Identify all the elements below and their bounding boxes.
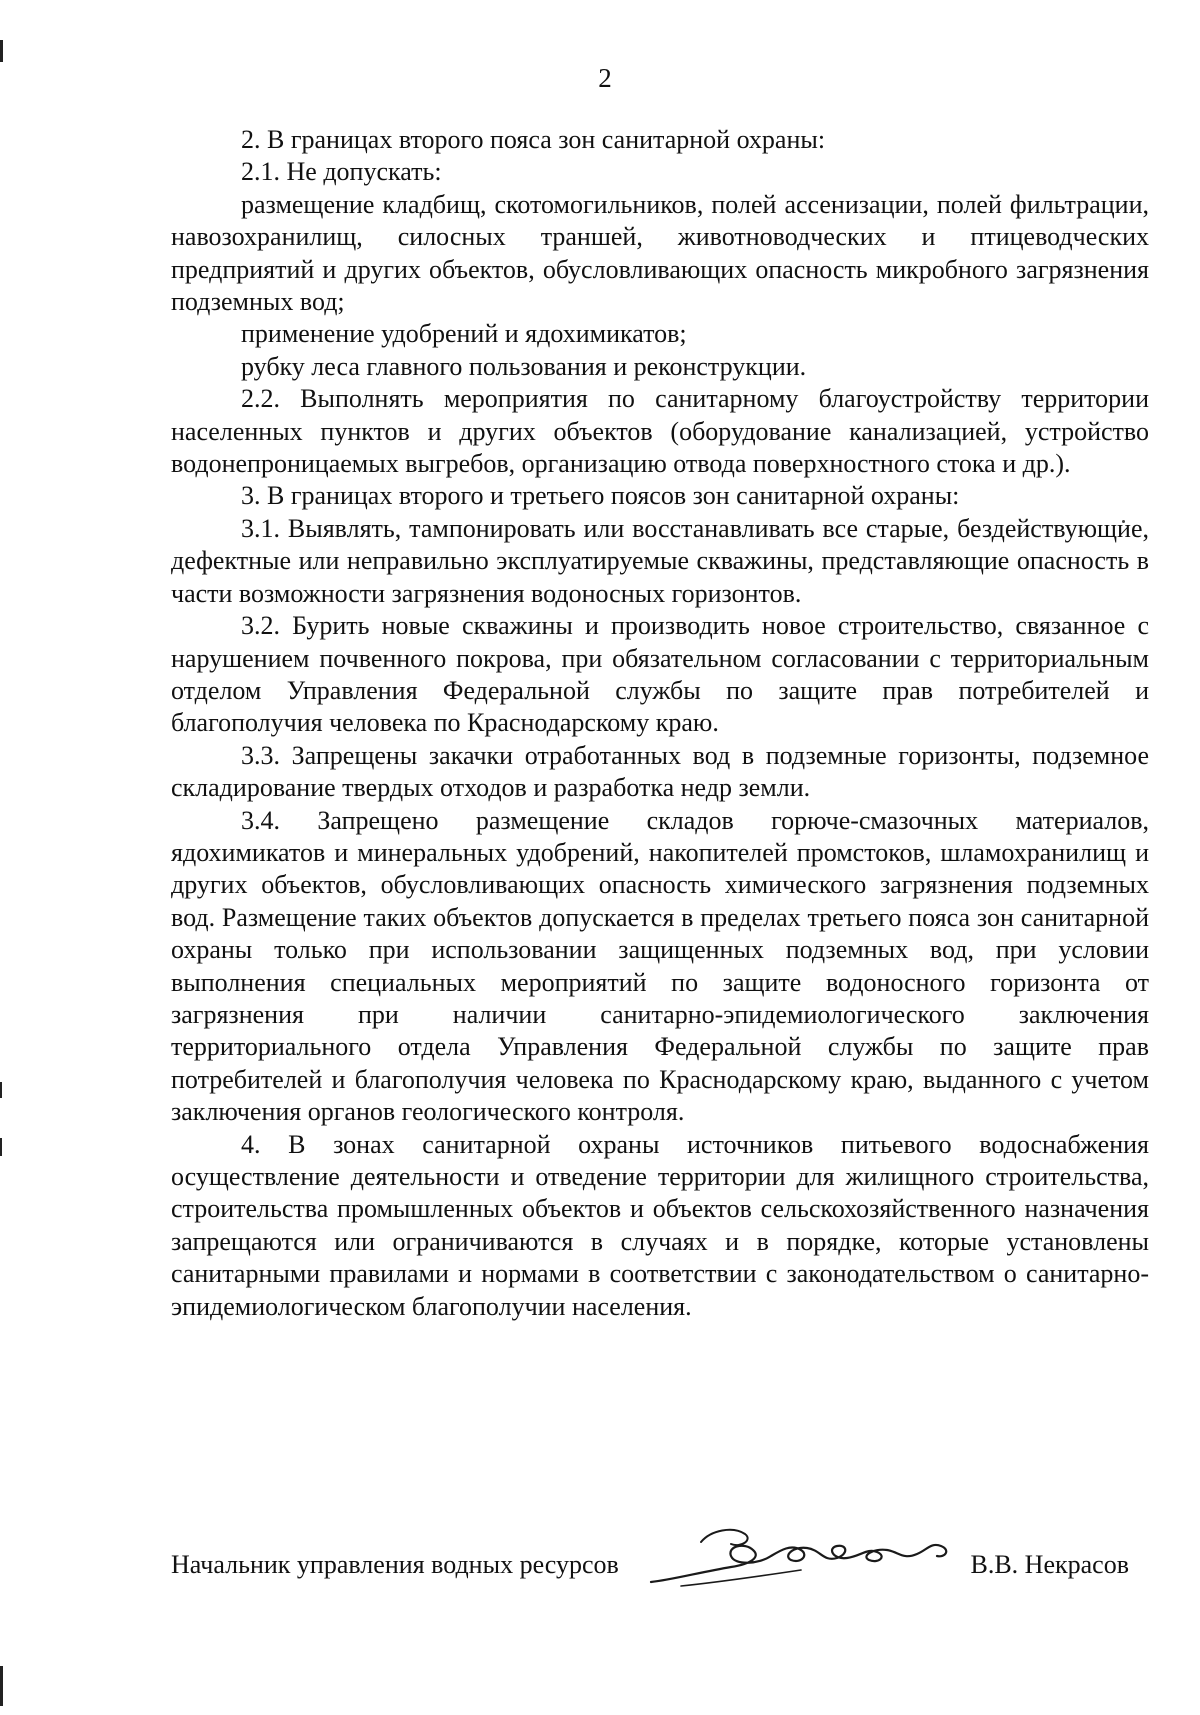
signatory-title: Начальник управления водных ресурсов: [171, 1550, 619, 1579]
paragraph-2-1-item-1: размещение кладбищ, скотомогильников, полей ассенизации, полей фильтрации, навозохранилищ, силосных траншей, животноводческих и птицеводческих предприятий и других объектов, обусловливающих опасность микробного загрязнения подземных вод;: [171, 189, 1149, 317]
paragraph-2-1-item-2: применение удобрений и ядохимикатов;: [241, 319, 687, 349]
paragraph-2-1-item-3: рубку леса главного пользования и реконструкции.: [241, 351, 807, 381]
paragraph-3-4: 3.4. Запрещено размещение складов горюче-смазочных материалов, ядохимикатов и минеральных удобрений, накопителей промстоков, шламохранилищ и других объектов, обусловливающих опасность химического загрязнения подземных вод. Размещение таких объектов допускается в пределах третьего пояса зон санитарной охраны только при использовании защищенных подземных вод, при условии выполнения специальных мероприятий по защите водоносного горизонта от загрязнения при наличии санитарно-эпидемиологического заключения территориального отдела Управления Федеральной службы по защите прав потребителей и благополучия человека по Краснодарскому краю, выданного с учетом заключения органов геологического контроля.: [171, 805, 1149, 1127]
signatory-name: В.В. Некрасов: [970, 1550, 1129, 1579]
scan-margin-mark: [0, 1138, 2, 1156]
paragraph-section-2: 2. В границах второго пояса зон санитарной охраны:: [241, 125, 826, 154]
scan-margin-mark: [0, 1082, 2, 1098]
paragraph-3-3: 3.3. Запрещены закачки отработанных вод в подземные горизонты, подземное складирование твердых отходов и разработка недр земли.: [171, 740, 1149, 803]
paragraph-section-3: 3. В границах второго и третьего поясов зон санитарной охраны:: [241, 481, 960, 511]
page-number: 2: [598, 63, 612, 93]
paragraph-section-4: 4. В зонах санитарной охраны источников питьевого водоснабжения осуществление деятельности и отведение территории для жилищного строительства, строительства промышленных объектов и объектов сельскохозяйственного назначения запрещаются или ограничиваются в случаях и в порядке, которые установлены санитарными правилами и нормами в соответствии с законодательством о санитарно-эпидемиологическом благополучии населения.: [171, 1129, 1149, 1321]
scan-margin-mark: [0, 40, 3, 62]
paragraph-3-2: 3.2. Бурить новые скважины и производить новое строительство, связанное с нарушением почвенного покрова, при обязательном согласовании с территориальным отделом Управления Федеральной службы по защите прав потребителей и благополучия человека по Краснодарскому краю.: [171, 611, 1149, 738]
paragraph-2-2: 2.2. Выполнять мероприятия по санитарному благоустройству территории населенных пунктов и других объектов (оборудование канализацией, устройство водонепроницаемых выгребов, организацию отвода поверхностного стока и др.).: [171, 384, 1149, 479]
scan-margin-mark: [0, 1666, 3, 1706]
handwritten-signature: [641, 1512, 961, 1592]
paragraph-3-1: 3.1. Выявлять, тампонировать или восстанавливать все старые, бездействующие, дефектные или неправильно эксплуатируемые скважины, представляющие опасность в части возможности загрязнения водоносных горизонтов.: [171, 513, 1149, 608]
document-body: [171, 124, 1149, 1323]
paragraph-2-1: 2.1. Не допускать:: [241, 157, 442, 187]
signature-block: [171, 1532, 1129, 1592]
